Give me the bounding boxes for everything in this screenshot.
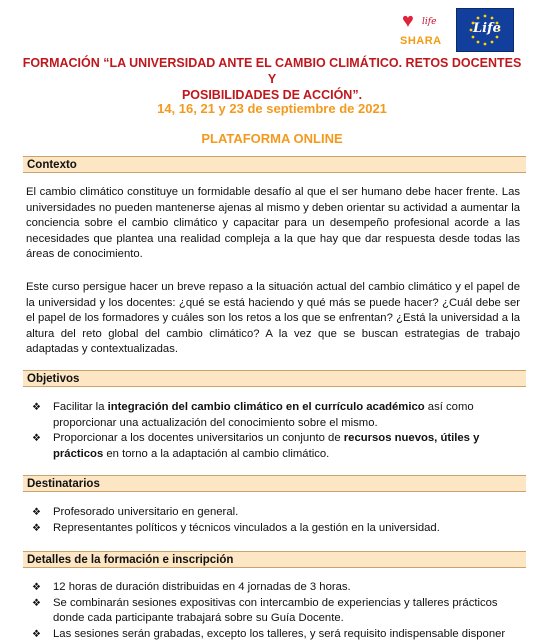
course-dates: 14, 16, 21 y 23 de septiembre de 2021 (157, 101, 387, 116)
contexto-paragraph-1: El cambio climático constituye un formidable desafío al que el ser humano debe hacer frente. Las universidades no pueden mantenerse ajenas al mismo y deben orientar su actividad a aumentar la conciencia sobre el cambio climático y capacitar para un desempeño profesional acorde a las necesidades que plantea una realidad compleja a la que hay que dar respuesta desde todas las áreas de conocimiento. (26, 186, 520, 261)
course-platform: PLATAFORMA ONLINE (201, 131, 343, 146)
section-heading-contexto: Contexto (23, 156, 526, 173)
item-bold-text: recursos nuevos, útiles y prácticos (53, 432, 480, 460)
list-item (26, 627, 520, 642)
item-text: Profesorado universitario en general. (53, 506, 239, 518)
header-logos (398, 8, 514, 52)
item-text: 12 horas de duración distribuidas en 4 jornadas de 3 horas. (53, 581, 351, 593)
item-text: Se combinarán sesiones expositivas con intercambio de experiencias y talleres prácticos donde cada participante trabajará sobre su Guía Docente. (53, 596, 498, 625)
section-heading-detalles: Detalles de la formación e inscripción (23, 551, 526, 568)
section-heading-destinatarios: Destinatarios (23, 475, 526, 492)
item-text: Proporcionar a los docentes universitarios un conjunto de (53, 432, 344, 445)
bullet-icon: ❖ (32, 433, 41, 445)
list-item (26, 580, 520, 596)
list-item (26, 400, 520, 431)
item-text: en torno a la adaptación al cambio climático. (103, 447, 330, 460)
logo-shara-text: SHARA (400, 35, 442, 47)
eu-life-text: Life (473, 21, 501, 36)
bullet-icon: ❖ (32, 522, 41, 534)
heart-icon: ♥ (402, 10, 414, 32)
detalles-list (26, 580, 520, 642)
bullet-icon: ❖ (32, 597, 41, 609)
logo-life-text: life (422, 17, 437, 27)
eu-life-logo (456, 8, 514, 52)
title-line-1: FORMACIÓN “LA UNIVERSIDAD ANTE EL CAMBIO CLIMÁTICO. RETOS DOCENTES Y (22, 56, 522, 86)
list-item (26, 596, 520, 627)
section-heading-objetivos: Objetivos (23, 370, 526, 387)
list-item (26, 505, 520, 521)
item-bold-text: integración del cambio climático en el currículo académico (107, 401, 425, 413)
course-title (18, 55, 526, 103)
item-text: Las sesiones serán grabadas, excepto los talleres, y será requisito indispensable disponer (53, 627, 506, 640)
title-line-2: POSIBILIDADES DE ACCIÓN”. (181, 88, 363, 102)
bullet-icon: ❖ (32, 628, 41, 640)
destinatarios-list (26, 505, 520, 536)
item-text: Representantes políticos y técnicos vinculados a la gestión en la universidad. (53, 521, 440, 534)
bullet-icon: ❖ (32, 507, 41, 518)
life-shara-logo (398, 9, 448, 51)
list-item (26, 521, 520, 537)
contexto-paragraph-2: Este curso persigue hacer un breve repaso a la situación actual del cambio climático y el papel de la universidad y los docentes: ¿qué se está haciendo y qué más se puede hacer? ¿Cuál debe ser el papel de los formadores y cuáles son los retos a los que se enfrentan? ¿Está la universidad a la altura del reto global del cambio climático? A la vez que se buscan estrategias de trabajo adaptadas y contextualizadas. (26, 281, 520, 356)
bullet-icon: ❖ (32, 402, 41, 413)
list-item (26, 431, 520, 462)
objetivos-list (26, 400, 520, 462)
item-text: así como proporcionar una actualización del conocimiento sobre el mismo. (53, 401, 474, 429)
item-text: Facilitar la (53, 401, 108, 413)
bullet-icon: ❖ (32, 582, 41, 593)
